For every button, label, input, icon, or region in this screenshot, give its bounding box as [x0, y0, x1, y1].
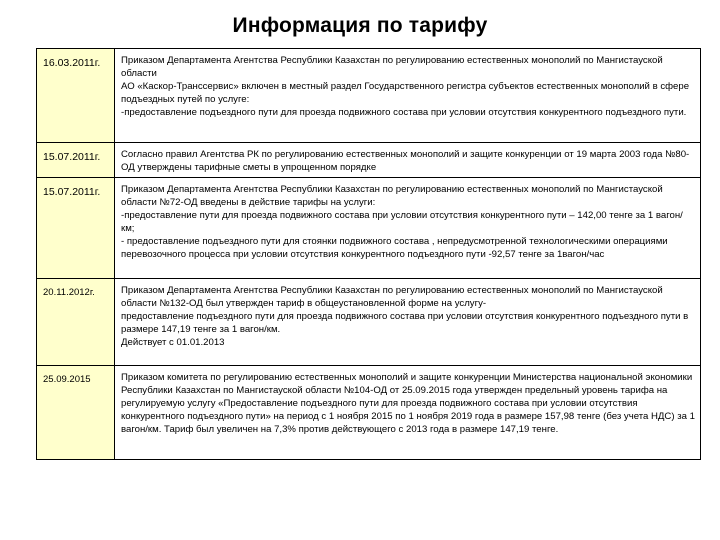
table-row: [37, 142, 700, 177]
row-paragraph: Приказом комитета по регулированию естественных монополий и защите конкуренции Министерства национальной экономики Республики Казахстан по Мангистауской области №104-ОД от 25.09.2015 года утвержден предельный уровень тарифа на регулируемую услугу «Предоставление подъездного пути для проезда подвижного состава при условии отсутствия конкурентного подъездного пути» на период с 1 ноября 2015 по 1 ноября 2019 года в размере 157,98 тенге (без учета НДС) за 1 вагон/км. Тариф был увеличен на 7,3% против действующего с 2013 года в размере 147,19 тенге.: [121, 372, 695, 435]
row-date: 25.09.2015: [37, 366, 115, 459]
row-content: [115, 178, 700, 278]
table-row: [37, 177, 700, 278]
row-date: 15.07.2011г.: [37, 143, 115, 177]
row-content: [115, 366, 700, 459]
row-paragraph: - предоставление подъездного пути для стоянки подвижного состава , непредусмотренной технологическими операциями перевозочного процесса при условии отсутствия конкурентного подъездного пути -92,57 тенге за 1вагон/час: [121, 236, 668, 260]
row-content: [115, 49, 700, 142]
row-paragraph: Приказом Департамента Агентства Республики Казахстан по регулированию естественных монополий по Мангистауской области: [121, 55, 663, 79]
row-paragraph: Действует с 01.01.2013: [121, 337, 225, 348]
row-paragraph: -предоставление подъездного пути для проезда подвижного состава при условии отсутствия конкурентного подъездного пути.: [121, 107, 687, 118]
table-row: [37, 365, 700, 459]
row-paragraph: Приказом Департамента Агентства Республики Казахстан по регулированию естественных монополий по Мангистауской области №72-ОД введены в действие тарифы на услуги:: [121, 184, 663, 208]
row-paragraph: Согласно правил Агентства РК по регулированию естественных монополий и защите конкуренции от 19 марта 2003 года №80-ОД утверждены тарифные сметы в упрощенном порядке: [121, 149, 690, 173]
row-content: [115, 143, 700, 177]
row-paragraph: Приказом Департамента Агентства Республики Казахстан по регулированию естественных монополий по Мангистауской области №132-ОД был утвержден тариф в общеустановленной форме на услугу-: [121, 285, 663, 309]
row-paragraph: предоставление подъездного пути для проезда подвижного состава при условии отсутствия конкурентного подъездного пути в размере 147,19 тенге за 1 вагон/км.: [121, 311, 689, 335]
table-row: [37, 278, 700, 365]
tariff-table: [36, 48, 701, 460]
table-row: [37, 49, 700, 142]
row-paragraph: АО «Каскор-Транссервис» включен в местный раздел Государственного регистра субъектов естественных монополий в сфере подъездных путей по услуге:: [121, 81, 690, 105]
row-date: 20.11.2012г.: [37, 279, 115, 365]
row-content: [115, 279, 700, 365]
page-title: Информация по тарифу: [232, 14, 488, 37]
row-date: 16.03.2011г.: [37, 49, 115, 142]
row-paragraph: -предоставление пути для проезда подвижного состава при условии отсутствия конкурентного пути – 142,00 тенге за 1 вагон/км;: [121, 210, 683, 234]
row-date: 15.07.2011г.: [37, 178, 115, 278]
